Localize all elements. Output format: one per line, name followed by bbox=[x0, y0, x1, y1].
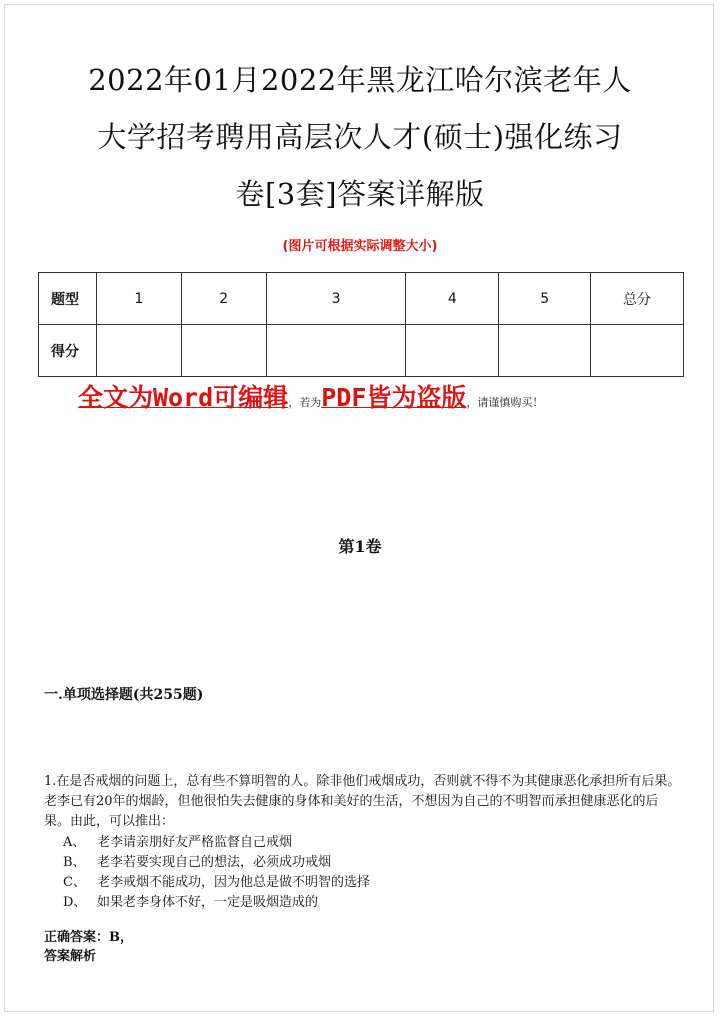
score-table-header-row bbox=[39, 273, 684, 325]
option-text: 如果老李身体不好，一定是吸烟造成的 bbox=[97, 895, 319, 910]
question-stem: 1.在是否戒烟的问题上，总有些不算明智的人。除非他们戒烟成功，否则就不得不为其健康恶化承担所有后果。老李已有20年的烟龄，但他很怕失去健康的身体和美好的生活，不想因为自己的不明智而承担健康恶化的后果。由此，可以推出： bbox=[44, 774, 681, 829]
banner-caution: ，请谨慎购买！ bbox=[466, 396, 544, 409]
option-letter: B、 bbox=[63, 855, 86, 870]
column-header: 5 bbox=[499, 273, 591, 325]
volume-heading: 第1卷 bbox=[338, 537, 382, 556]
option-letter: D、 bbox=[63, 895, 87, 910]
score-cell bbox=[181, 325, 266, 377]
score-table-score-row bbox=[39, 325, 684, 377]
piracy-warning-banner bbox=[78, 378, 678, 414]
header-label-cell: 题型 bbox=[39, 273, 97, 325]
option-a bbox=[44, 833, 684, 853]
column-header: 3 bbox=[266, 273, 406, 325]
section-heading: 一.单项选择题(共255题) bbox=[44, 687, 204, 703]
answer-block bbox=[44, 928, 133, 966]
question-block bbox=[44, 772, 684, 913]
option-c bbox=[44, 873, 684, 893]
score-cell bbox=[266, 325, 406, 377]
column-header: 2 bbox=[181, 273, 266, 325]
option-letter: A、 bbox=[63, 835, 86, 850]
column-header: 总分 bbox=[591, 273, 684, 325]
option-text: 老李戒烟不能成功，因为他总是做不明智的选择 bbox=[97, 875, 371, 890]
score-table bbox=[38, 272, 684, 377]
title-line-2: 大学招考聘用高层次人才(硕士)强化练习 bbox=[97, 120, 623, 154]
title-line-3: 卷[3套]答案详解版 bbox=[235, 177, 485, 211]
column-header: 4 bbox=[406, 273, 499, 325]
title-line-1: 2022年01月2022年黑龙江哈尔滨老年人 bbox=[88, 63, 632, 97]
row-label-cell: 得分 bbox=[39, 325, 97, 377]
option-text: 老李若要实现自己的想法，必须成功戒烟 bbox=[97, 855, 332, 870]
document-title bbox=[30, 52, 690, 223]
column-header: 1 bbox=[96, 273, 181, 325]
option-letter: C、 bbox=[63, 875, 86, 890]
correct-answer: 正确答案：B， bbox=[44, 930, 133, 945]
score-cell bbox=[96, 325, 181, 377]
option-b bbox=[44, 853, 684, 873]
score-cell bbox=[406, 325, 499, 377]
image-resize-note: (图片可根据实际调整大小) bbox=[282, 239, 438, 254]
score-cell bbox=[591, 325, 684, 377]
banner-pdf-pirated: PDF皆为盗版 bbox=[321, 383, 467, 412]
option-text: 老李请亲朋好友严格监督自己戒烟 bbox=[97, 835, 293, 850]
score-cell bbox=[499, 325, 591, 377]
answer-analysis-label: 答案解析 bbox=[44, 949, 97, 964]
banner-word-editable: 全文为Word可编辑 bbox=[78, 383, 289, 412]
option-d bbox=[44, 893, 684, 913]
banner-connector: ，若为 bbox=[288, 396, 322, 409]
